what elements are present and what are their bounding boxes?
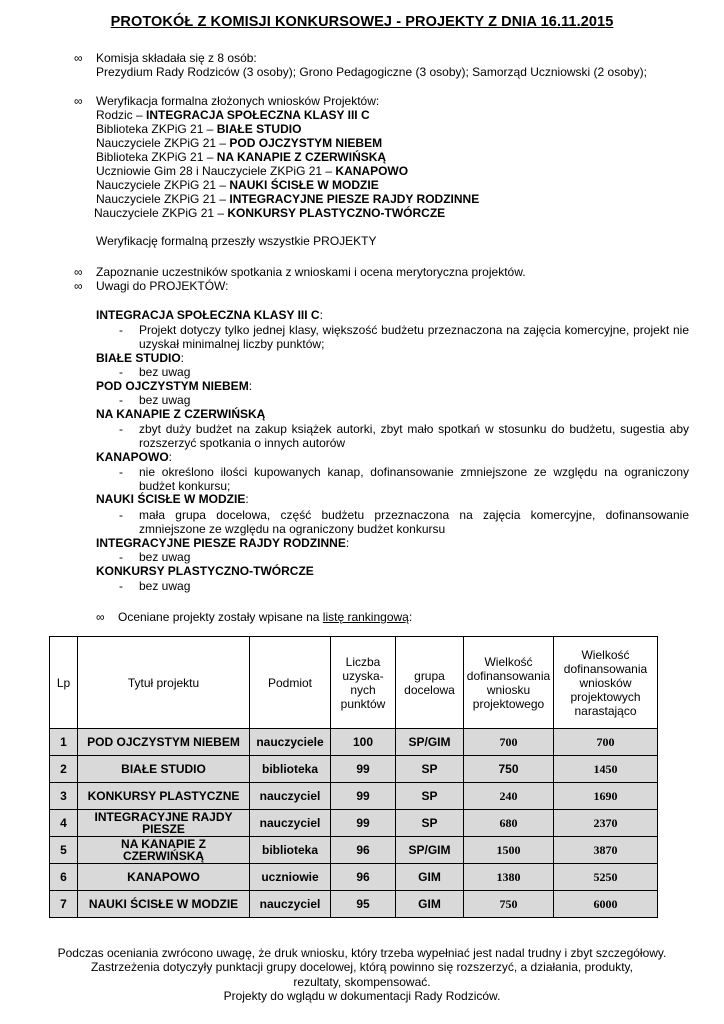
cell-entity: nauczyciel [250, 891, 331, 918]
verification-item: Nauczyciele ZKPiG 21 – KONKURSY PLASTYCZNO-TWÓRCZE [94, 206, 446, 220]
cell-cumulative: 3870 [554, 837, 658, 864]
cell-entity: uczniowie [250, 864, 331, 891]
cell-lp: 2 [50, 756, 78, 783]
cell-group: GIM [396, 891, 464, 918]
cell-entity: nauczyciele [250, 729, 331, 756]
cell-group: SP/GIM [396, 837, 464, 864]
bullet-icon: ∞ [74, 265, 83, 279]
cell-size: 750 [464, 756, 554, 783]
footer-line-2: Zastrzeżenia dotyczyły punktacji grupy docelowej, którą powinno się rozszerzyć, a działania, produkty, rezultaty, skompensować. [90, 960, 634, 989]
header-lp: Lp [50, 637, 78, 729]
remark-project-name: NA KANAPIE Z CZERWIŃSKĄ [96, 407, 266, 421]
header-group: grupa docelowa [396, 637, 464, 729]
table-row [50, 783, 658, 810]
dash-marker: - [119, 323, 123, 337]
ranking-intro: Oceniane projekty zostały wpisane na listę rankingową: [118, 610, 413, 624]
cell-group: SP [396, 783, 464, 810]
table-row [50, 756, 658, 783]
bullet-icon: ∞ [74, 279, 83, 293]
remark-project-name: INTEGRACYJNE PIESZE RAJDY RODZINNE: [96, 536, 350, 550]
footer-line-1: Podczas oceniania zwrócono uwagę, że druk wniosku, który trzeba wypełniać jest nadal trudny i zbyt szczegółowy. [57, 946, 667, 960]
cell-points: 96 [331, 864, 396, 891]
cell-entity: nauczyciel [250, 810, 331, 837]
ranking-table [49, 636, 658, 918]
header-points: Liczba uzyska-nych punktów [331, 637, 396, 729]
cell-lp: 5 [50, 837, 78, 864]
cell-lp: 6 [50, 864, 78, 891]
cell-size: 750 [464, 891, 554, 918]
dash-marker: - [119, 465, 123, 479]
remark-comment: bez uwag [139, 579, 191, 593]
cell-points: 100 [331, 729, 396, 756]
cell-lp: 1 [50, 729, 78, 756]
cell-cumulative: 1690 [554, 783, 658, 810]
remark-comment: Projekt dotyczy tylko jednej klasy, większość budżetu przeznaczona na zajęcia komercyjne, projekt nie uzyskał minimalnej liczby punktów; [139, 323, 689, 351]
table-row [50, 837, 658, 864]
verification-item: Biblioteka ZKPiG 21 – BIAŁE STUDIO [96, 122, 302, 136]
dash-marker: - [119, 579, 123, 593]
bullet-icon: ∞ [74, 51, 83, 65]
remark-project-name: KONKURSY PLASTYCZNO-TWÓRCZE [96, 564, 314, 578]
header-title: Tytuł projektu [78, 637, 250, 729]
cell-cumulative: 1450 [554, 756, 658, 783]
bullet-icon: ∞ [74, 94, 83, 108]
dash-marker: - [119, 365, 123, 379]
remark-comment: bez uwag [139, 365, 191, 379]
cell-points: 96 [331, 837, 396, 864]
remark-comment: nie określono ilości kupowanych kanap, dofinansowanie zmniejszone ze względu na ograniczony budżet konkursu; [139, 465, 689, 493]
cell-group: SP [396, 810, 464, 837]
header-size: Wielkość dofinansowania wniosku projektowego [464, 637, 554, 729]
cell-entity: biblioteka [250, 756, 331, 783]
verification-item: Nauczyciele ZKPiG 21 – INTEGRACYJNE PIESZE RAJDY RODZINNE [96, 192, 480, 206]
table-row [50, 891, 658, 918]
cell-entity: nauczyciel [250, 783, 331, 810]
bullet-icon: ∞ [96, 610, 105, 624]
dash-marker: - [119, 422, 123, 436]
remarks-heading: Uwagi do PROJEKTÓW: [96, 279, 229, 293]
cell-lp: 4 [50, 810, 78, 837]
cell-cumulative: 5250 [554, 864, 658, 891]
cell-size: 1500 [464, 837, 554, 864]
review-intro: Zapoznanie uczestników spotkania z wnioskami i ocena merytoryczna projektów. [96, 265, 526, 279]
remark-comment: zbyt duży budżet na zakup książek autorki, zbyt mało spotkań w stosunku do budżetu, sugestia aby rozszerzyć spotkania o innych autorów [139, 422, 689, 450]
cell-title: NA KANAPIE Z CZERWIŃSKĄ [78, 837, 250, 864]
cell-group: SP [396, 756, 464, 783]
table-row [50, 864, 658, 891]
cell-size: 240 [464, 783, 554, 810]
cell-cumulative: 2370 [554, 810, 658, 837]
page-title: PROTOKÓŁ Z KOMISJI KONKURSOWEJ - PROJEKTY Z DNIA 16.11.2015 [110, 14, 614, 30]
footer-line-3: Projekty do wglądu w dokumentacji Rady Rodziców. [223, 989, 501, 1003]
cell-group: GIM [396, 864, 464, 891]
cell-cumulative: 6000 [554, 891, 658, 918]
dash-marker: - [119, 550, 123, 564]
verification-item: Uczniowie Gim 28 i Nauczyciele ZKPiG 21 – KANAPOWO [96, 164, 409, 178]
cell-entity: biblioteka [250, 837, 331, 864]
cell-title: BIAŁE STUDIO [78, 756, 250, 783]
cell-points: 99 [331, 756, 396, 783]
verification-heading: Weryfikacja formalna złożonych wniosków Projektów: [96, 94, 380, 108]
dash-marker: - [119, 508, 123, 522]
cell-lp: 7 [50, 891, 78, 918]
cell-title: POD OJCZYSTYM NIEBEM [78, 729, 250, 756]
cell-title: INTEGRACYJNE RAJDY PIESZE [78, 810, 250, 837]
cell-size: 700 [464, 729, 554, 756]
cell-size: 1380 [464, 864, 554, 891]
remark-project-name: KANAPOWO: [96, 450, 173, 464]
cell-cumulative: 700 [554, 729, 658, 756]
verification-item: Biblioteka ZKPiG 21 – NA KANAPIE Z CZERWIŃSKĄ [96, 150, 387, 164]
table-row [50, 810, 658, 837]
header-entity: Podmiot [250, 637, 331, 729]
commission-line-2: Prezydium Rady Rodziców (3 osoby); Grono Pedagogiczne (3 osoby); Samorząd Uczniowski (2 osoby); [96, 65, 647, 79]
verification-item: Nauczyciele ZKPiG 21 – NAUKI ŚCISŁE W MODZIE [96, 178, 379, 192]
dash-marker: - [119, 393, 123, 407]
verification-item: Rodzic – INTEGRACJA SPOŁECZNA KLASY III C [96, 108, 370, 122]
remark-comment: bez uwag [139, 550, 191, 564]
cell-group: SP/GIM [396, 729, 464, 756]
remark-project-name: INTEGRACJA SPOŁECZNA KLASY III C: [96, 308, 323, 322]
cell-points: 95 [331, 891, 396, 918]
cell-title: NAUKI ŚCISŁE W MODZIE [78, 891, 250, 918]
cell-points: 99 [331, 810, 396, 837]
cell-title: KONKURSY PLASTYCZNE [78, 783, 250, 810]
table-row [50, 729, 658, 756]
cell-lp: 3 [50, 783, 78, 810]
remark-project-name: NAUKI ŚCISŁE W MODZIE: [96, 492, 249, 506]
header-cumulative: Wielkość dofinansowania wniosków projektowych narastająco [554, 637, 658, 729]
verification-conclusion: Weryfikację formalną przeszły wszystkie PROJEKTY [96, 234, 377, 248]
ranking-list-link: listę rankingową [322, 610, 409, 624]
remark-project-name: POD OJCZYSTYM NIEBEM: [96, 379, 253, 393]
cell-size: 680 [464, 810, 554, 837]
remark-comment: mała grupa docelowa, część budżetu przeznaczona na zajęcia komercyjne, dofinansowanie zmniejszone ze względu na ograniczony budżet konkursu [139, 508, 689, 536]
cell-points: 99 [331, 783, 396, 810]
commission-line-1: Komisja składała się z 8 osób: [96, 51, 257, 65]
cell-title: KANAPOWO [78, 864, 250, 891]
table-header-row [50, 637, 658, 729]
remark-project-name: BIAŁE STUDIO: [96, 351, 185, 365]
remark-comment: bez uwag [139, 393, 191, 407]
verification-item: Nauczyciele ZKPiG 21 – POD OJCZYSTYM NIEBEM [96, 136, 383, 150]
